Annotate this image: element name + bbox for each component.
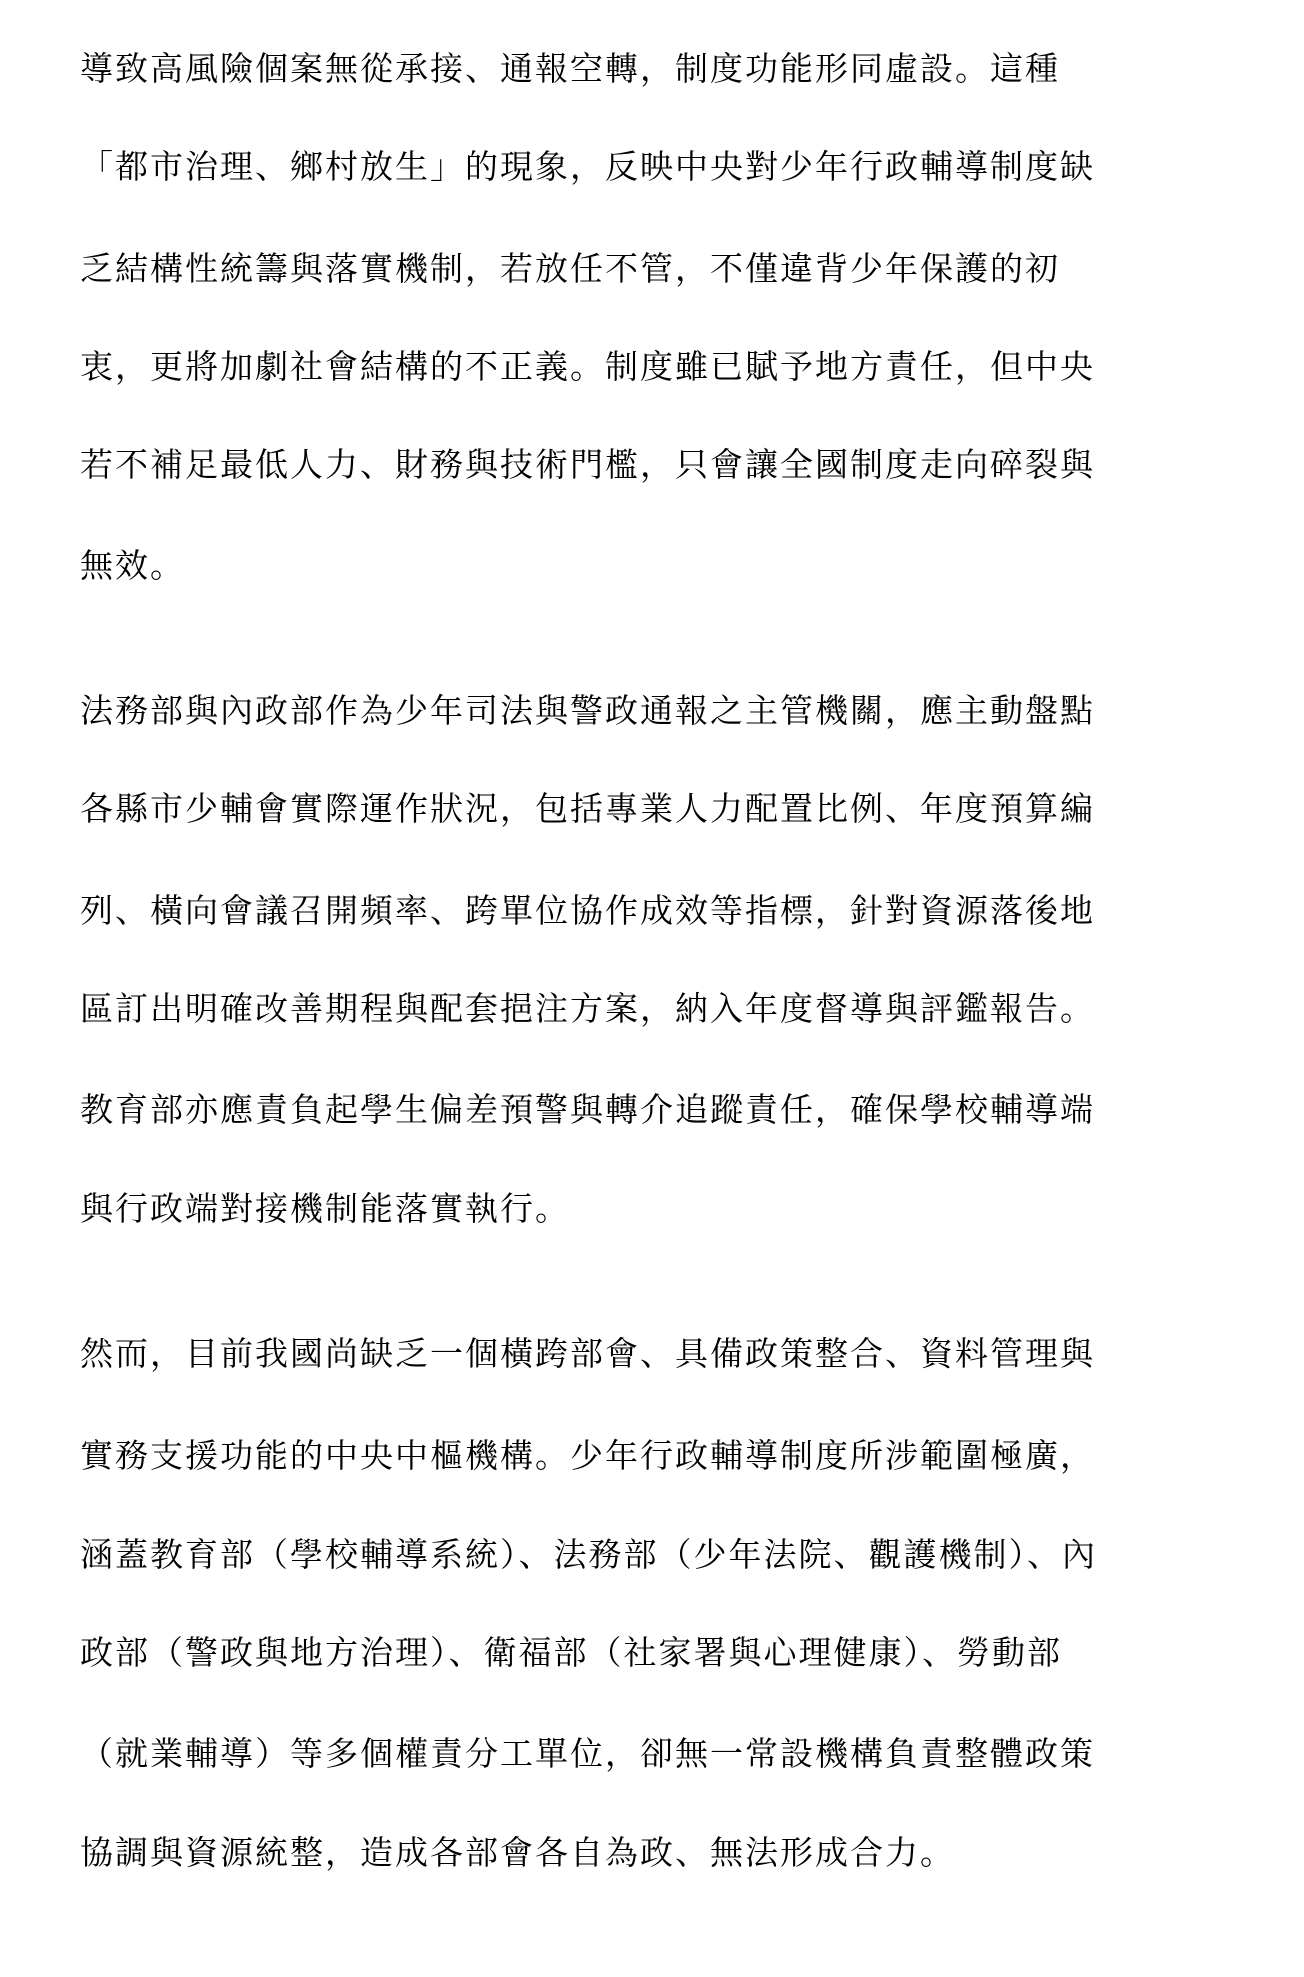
text-line: （就業輔導）等多個權責分工單位，卻無一常設機構負責整體政策 [80, 1734, 1095, 1773]
text-line: 實務支援功能的中央中樞機構。少年行政輔導制度所涉範圍極廣， [80, 1436, 1095, 1475]
text-line: 教育部亦應責負起學生偏差預警與轉介追蹤責任，確保學校輔導端 [80, 1090, 1095, 1129]
text-line: 「都市治理、鄉村放生」的現象，反映中央對少年行政輔導制度缺 [80, 147, 1095, 186]
text-line: 涵蓋教育部（學校輔導系統）、法務部（少年法院、觀護機制）、內 [80, 1535, 1097, 1574]
text-line: 若不補足最低人力、財務與技術門檻，只會讓全國制度走向碎裂與 [80, 445, 1095, 484]
text-line: 衷，更將加劇社會結構的不正義。制度雖已賦予地方責任，但中央 [80, 347, 1095, 386]
text-line: 各縣市少輔會實際運作狀況，包括專業人力配置比例、年度預算編 [80, 789, 1095, 828]
text-line: 與行政端對接機制能落實執行。 [80, 1189, 570, 1228]
text-line: 導致高風險個案無從承接、通報空轉，制度功能形同虛設。這種 [80, 49, 1060, 88]
text-line: 列、橫向會議召開頻率、跨單位協作成效等指標，針對資源落後地 [80, 891, 1095, 930]
text-line: 政部（警政與地方治理）、衛福部（社家署與心理健康）、勞動部 [80, 1633, 1062, 1672]
text-line: 區訂出明確改善期程與配套挹注方案，納入年度督導與評鑑報告。 [80, 989, 1095, 1028]
text-line: 協調與資源統整，造成各部會各自為政、無法形成合力。 [80, 1833, 955, 1872]
text-line: 無效。 [80, 546, 185, 585]
text-line: 法務部與內政部作為少年司法與警政通報之主管機關，應主動盤點 [80, 691, 1095, 730]
text-line: 然而，目前我國尚缺乏一個橫跨部會、具備政策整合、資料管理與 [80, 1334, 1095, 1373]
text-line: 乏結構性統籌與落實機制，若放任不管，不僅違背少年保護的初 [80, 249, 1060, 288]
